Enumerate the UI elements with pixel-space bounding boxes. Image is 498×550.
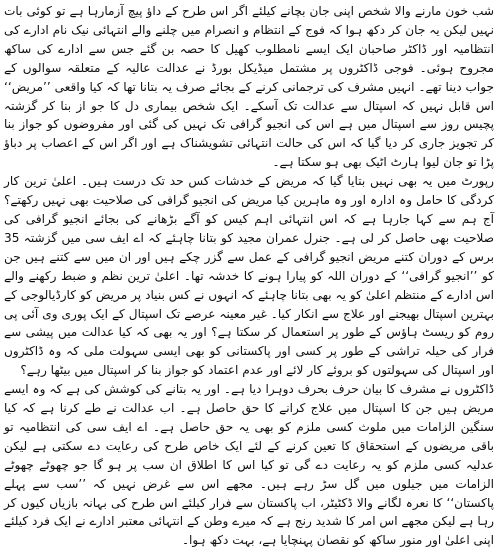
paragraph-2: رپورٹ میں یہ بھی نہیں بتایا گیا کہ مریض کے خدشات کس حد تک درست ہیں۔ اعلیٰ ترین کار کردگی کا حامل وہ ادارہ اور وہ ماہرین کیا مریض کی انجیو گرافی کی صلاحیت بھی نہیں رکھتے؟ آج ہم سے کہا جارہا ہے کہ اس انتہائی اہم کیس کو آگے بڑھانے کی بجائے انجیو گرافی کی صلاحیت بھی حاصل کر لی ہے۔ جنرل عمران مجید کو بتانا چاہئے کہ اے ایف سی میں گزشتہ 35 برس کے دوران کتنے مریض انجیو گرافی کے عمل سے گزر چکے ہیں اور ان میں سے کتنے ہیں جن کو ’’انجیو گرافی‘‘ کے دوران اللہ کو پیارا ہونے کا خدشہ تھا۔ اعلیٰ ترین نظم و ضبط رکھنے والے اس ادارے کے منتظم اعلیٰ کو یہ بھی بتانا چاہئے کہ انہوں نے کس بنیاد پر مریض کو کارڈیالوجی کے بہترین اسپتال بھیجنے اور علاج سے انکار کیا۔ غیر معینہ عرصے تک اسپتال کے ایک پوری وی آئی پی روم کو ریسٹ ہاؤس کے طور پر استعمال کر سکتا ہے؟ اور یہ بھی کہ کیا عدالت میں پیشی سے فرار کی حیلہ تراشی کے طور پر کسی اور پاکستانی کو بھی ایسی سہولت ملی کہ وہ ڈاکٹروں اور اسپتال کی سہولتوں کو بروئے کار لائے اور عدم اعتماد کو جواز بنا کر اسپتال میں بیٹھا رہے؟ [4, 174, 494, 378]
paragraph-1: شب خون مارنے والا شخص اپنی جان بچانے کیلئے اگر اس طرح کے داؤ پیچ آزمارہا ہے تو کوئی بات نہیں لیکن یہ جان کر دکھ ہوا کہ فوج کے انتظام و انصرام میں چلنے والے انتہائی نیک نام ادارے کی انتظامیہ اور ڈاکٹر صاحبان ایک ایسے نامطلوب کھیل کا حصہ بن گئے جس سے ادارے کی ساکھ مجروح ہوئی۔ فوجی ڈاکٹروں پر مشتمل میڈیکل بورڈ نے عدالت عالیہ کے متعلقہ سوالوں کے جواب دینا تھے۔ انہیں مشرف کی ترجمانی کرنے کے بجائے صرف یہ بتانا تھا کہ کیا واقعی ’’مریض‘‘ اس قابل نہیں کہ اسپتال سے عدالت تک آسکے۔ ایک شخص بیماری دل کا جو از بنا کر گزشتہ پچیس روز سے اسپتال میں ہے اس کی انجیو گرافی تک نہیں کی گئی اور مفروضوں کو جواز بنا کر تجویز جاری کر دیا گیا کہ اس کی حالت انتہائی تشویشناک ہے اور اگر اس کے اعصاب پر دباؤ پڑا تو جان لیوا ہارٹ اٹیک بھی ہو سکتا ہے۔ [4, 4, 494, 170]
article-body [4, 2, 494, 548]
paragraph-3: ڈاکٹروں نے مشرف کا بیان حرف بحرف دوہرا دیا ہے۔ اور یہ بتانے کی کوشش کی ہے کہ وہ ایسے مریض ہیں جن کا اسپتال میں علاج کرانے کا حق حاصل ہے۔ اب عدالت نے طے کرنا ہے کہ کیا سنگین الزامات میں ملوث کسی ملزم کو بھی یہ حق حاصل ہے۔ اے ایف سی کی انتظامیہ تو باقی مریضوں کے استحقاق کا تعین کرنے کے لئے ایک خاص طرح کی رعایت دے سکتی ہے لیکن عدلیہ کسی ملزم کو یہ رعایت دے گی تو کیا اس کا اطلاق ان سب پر ہو گا جو چھوٹے چھوٹے الزامات میں جیلوں میں گل سڑ رہے ہیں۔ مجھے اس سے غرض نہیں کہ ’’سب سے پہلے پاکستان‘‘ کا نعرہ لگانے والا ڈکٹیٹر، اب پاکستان سے فرار کیلئے اس طرح کی بہانہ بازیاں کیوں کر رہا ہے لیکن مجھے اس امر کا شدید رنج ہے کہ میرے وطن کے انتہائی معتبر ادارے نے ایک فرد کیلئے اپنی اعلیٰ اور منور ساکھ کو نقصان پہنچایا ہے، بہت دکھ ہوا۔ [4, 382, 494, 548]
